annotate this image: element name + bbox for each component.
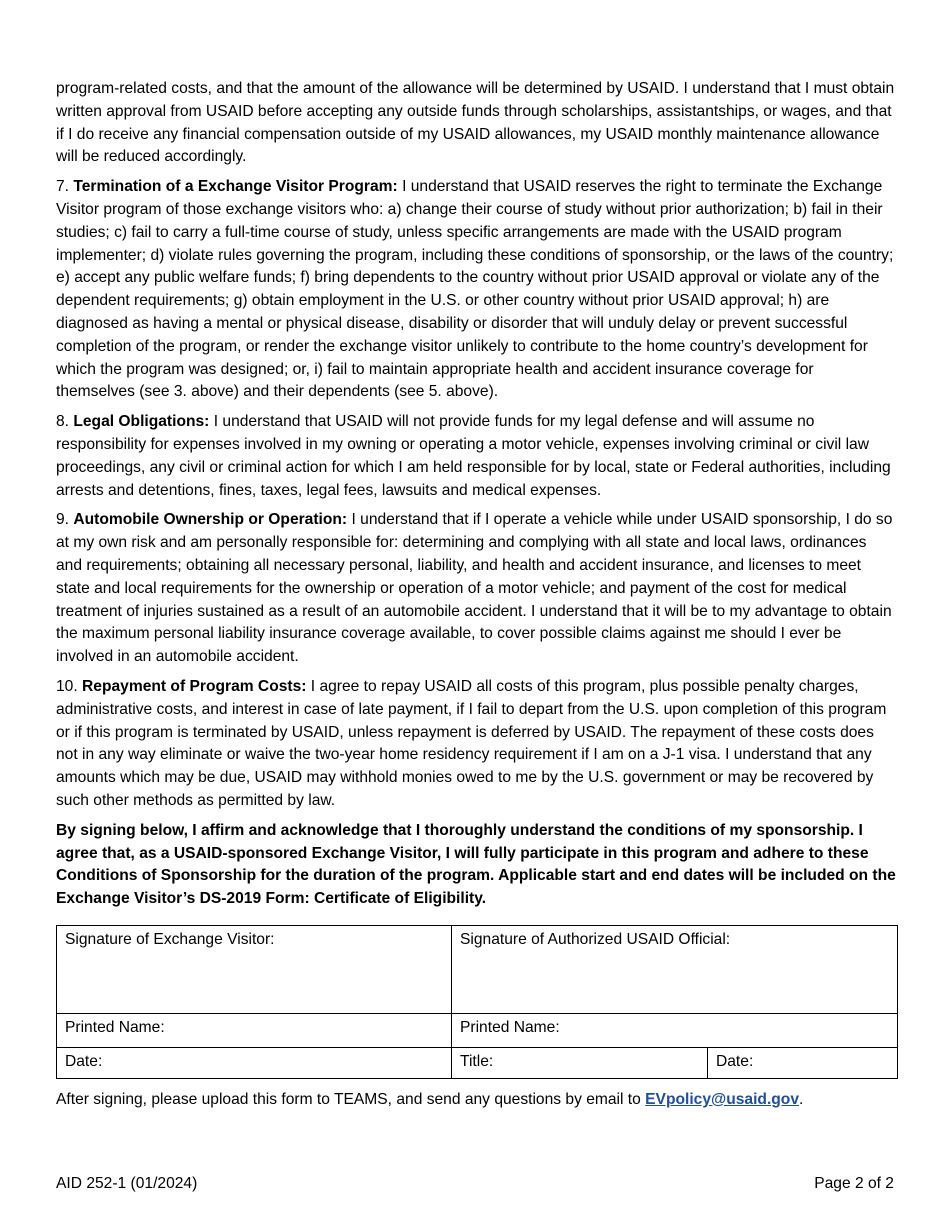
section-body: I understand that USAID reserves the right to terminate the Exchange Visitor program of those exchange visitors who: a) change their course of study without prior authorization; b) fail in their studies; c) fail to carry a full-time course of study, unless specific arrangements are made with the USAID program implementer; d) violate rules governing the program, including these conditions of sponsorship, or the laws of the country; e) accept any public welfare funds; f) bring dependents to the country without prior USAID approval or violate any of the dependent requirements; g) obtain employment in the U.S. or other country without prior USAID approval; h) are diagnosed as having a mental or physical disease, disability or disorder that will unduly delay or prevent successful completion of the program, or render the exchange visitor unlikely to contribute to the home country’s development for which the program was designed; or, i) fail to maintain appropriate health and accident insurance coverage for themselves (see 3. above) and their dependents (see 5. above). (56, 178, 894, 401)
section-number: 9. (56, 511, 70, 529)
official-printed-name-field[interactable]: Printed Name: (452, 1013, 898, 1047)
continuation-paragraph: program-related costs, and that the amount of the allowance will be determined by USAID. I understand that I must obtain written approval from USAID before accepting any outside funds through scholarships, assistantships, or wages, and that if I do receive any financial compensation outside of my USAID allowances, my USAID monthly maintenance allowance will be reduced accordingly. (56, 80, 895, 166)
page-footer (56, 1175, 894, 1193)
section-number: 10. (56, 677, 78, 695)
form-id: AID 252-1 (01/2024) (56, 1175, 198, 1192)
official-title-field[interactable]: Title: (452, 1047, 708, 1078)
after-signing-text: After signing, please upload this form to TEAMS, and send any questions by email to (56, 1090, 641, 1108)
section-number: 8. (56, 413, 70, 431)
document-body (56, 78, 896, 1119)
official-date-field[interactable]: Date: (708, 1047, 898, 1078)
signature-table (56, 925, 898, 1079)
section-body: I agree to repay USAID all costs of this program, plus possible penalty charges, administrative costs, and interest in case of late payment, if I fail to depart from the U.S. upon completion of this program or if this program is terminated by USAID, unless repayment is deferred by USAID. The repayment of these costs does not in any way eliminate or waive the two-year home residency requirement if I am on a J-1 visa. I understand that any amounts which may be due, USAID may withhold monies owed to me by the U.S. government or may be recovered by such other methods as permitted by law. (56, 677, 887, 809)
page-number: Page 2 of 2 (814, 1175, 894, 1192)
after-signing-period: . (799, 1090, 804, 1108)
email-link[interactable]: EVpolicy@usaid.gov (645, 1090, 800, 1108)
affirmation-statement: By signing below, I affirm and acknowledge that I thoroughly understand the conditions of my sponsorship. I agree that, as a USAID-sponsored Exchange Visitor, I will fully participate in this program and adhere to these Conditions of Sponsorship for the duration of the program. Applicable start and end dates will be included on the Exchange Visitor’s DS-2019 Form: Certificate of Eligibility. (56, 821, 896, 908)
section-number: 7. (56, 178, 70, 196)
section-heading: Termination of a Exchange Visitor Program: (73, 178, 398, 196)
section-body: I understand that USAID will not provide funds for my legal defense and will assume no responsibility for expenses involved in my owning or operating a motor vehicle, expenses involving criminal or civil law proceedings, any civil or criminal action for which I am held responsible for by local, state or Federal authorities, including arrests and detentions, fines, taxes, legal fees, lawsuits and medical expenses. (56, 413, 891, 499)
section-automobile (56, 509, 896, 669)
section-repayment (56, 676, 896, 813)
section-heading: Legal Obligations: (73, 413, 210, 431)
section-termination (56, 176, 896, 404)
official-signature-field[interactable]: Signature of Authorized USAID Official: (452, 925, 898, 1013)
section-heading: Repayment of Program Costs: (82, 677, 307, 695)
visitor-printed-name-field[interactable]: Printed Name: (57, 1013, 452, 1047)
after-signing-instructions (56, 1089, 896, 1112)
section-heading: Automobile Ownership or Operation: (73, 511, 348, 529)
visitor-date-field[interactable]: Date: (57, 1047, 452, 1078)
section-legal-obligations (56, 411, 896, 502)
visitor-signature-field[interactable]: Signature of Exchange Visitor: (57, 925, 452, 1013)
section-body: I understand that if I operate a vehicle while under USAID sponsorship, I do so at my own risk and am personally responsible for: determining and complying with all state and local laws, ordinances and requirements; obtaining all necessary personal, liability, and health and accident insurance, and licenses to meet state and local requirements for the ownership or operation of a motor vehicle; and payment of the cost for medical treatment of injuries sustained as a result of an automobile accident. I understand that it will be to my advantage to obtain the maximum personal liability insurance coverage available, to cover possible claims against me should I ever be involved in an automobile accident. (56, 511, 893, 666)
